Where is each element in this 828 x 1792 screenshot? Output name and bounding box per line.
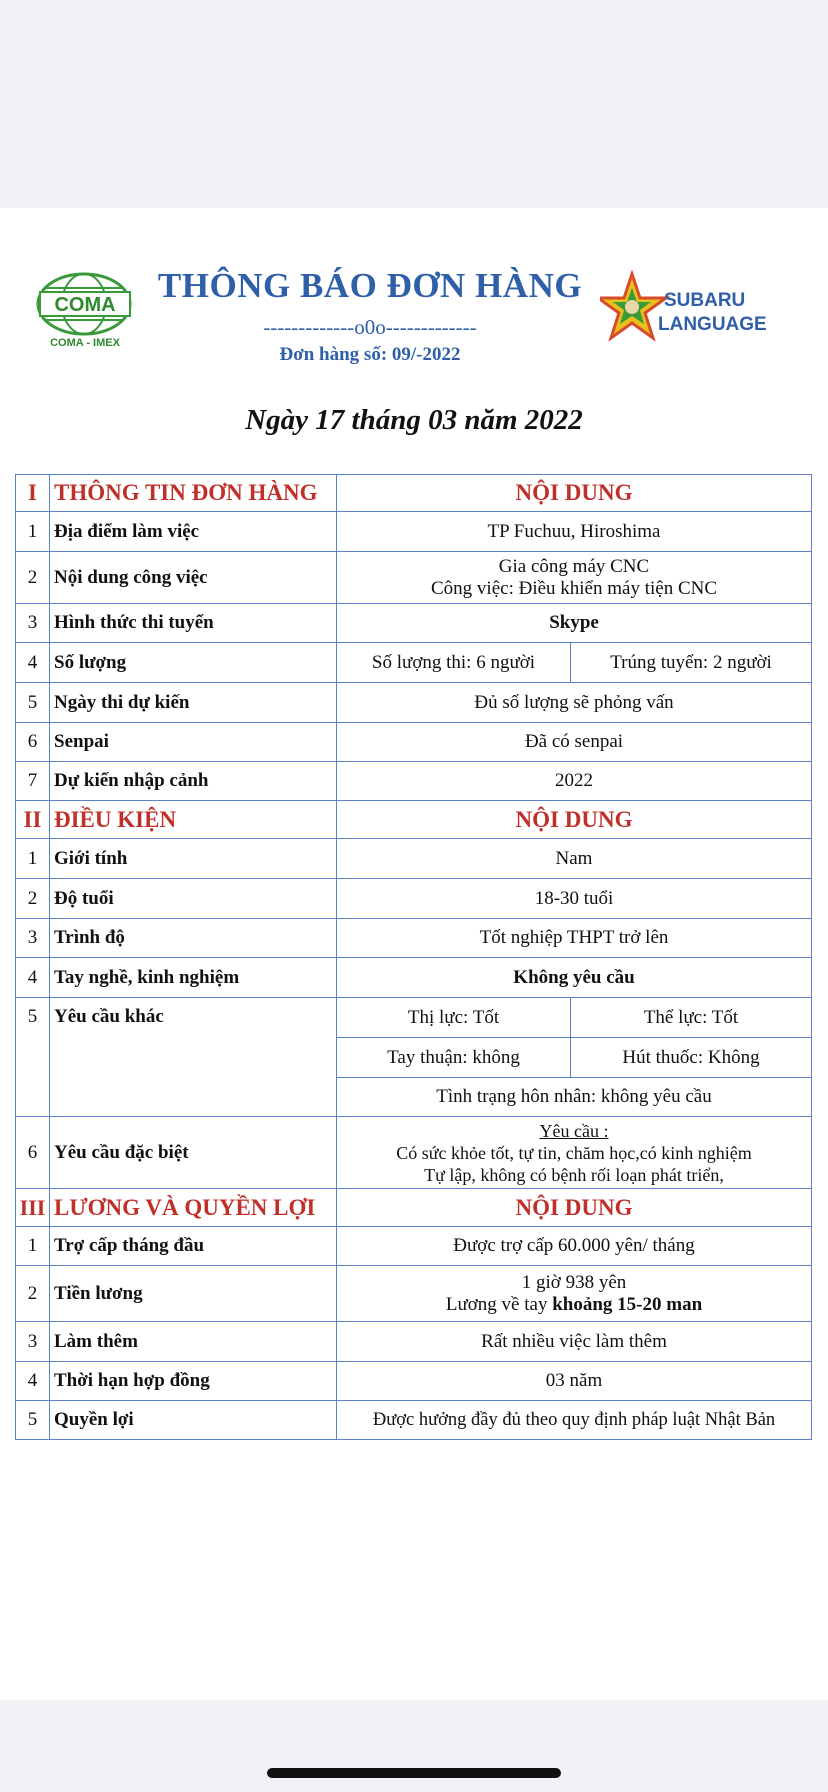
subaru-language-logo [600,270,770,356]
special-requirements [337,1117,812,1189]
table-row [16,1266,812,1322]
value-line: Gia công máy CNC [498,555,650,577]
row-number: 4 [16,1362,50,1401]
coma-logo-text: COMA [54,294,116,316]
smoking-value: Hút thuốc: Không [571,1038,812,1078]
handedness-value: Tay thuận: không [337,1038,571,1078]
row-value-left: Số lượng thi: 6 người [337,643,571,683]
table-row [16,1362,812,1401]
row-label: Dự kiến nhập cảnh [50,762,337,801]
subaru-logo-line1: SUBARU [664,290,746,311]
row-number: 4 [16,958,50,998]
table-row [16,1401,812,1440]
row-value: Không yêu cầu [337,958,812,998]
requirements-title: Yêu cầu : [539,1120,609,1141]
row-number: 5 [16,683,50,723]
row-number: 2 [16,1266,50,1322]
row-value: TP Fuchuu, Hiroshima [337,512,812,552]
row-label: Trợ cấp tháng đầu [50,1227,337,1266]
table-row [16,762,812,801]
row-label: Trình độ [50,919,337,958]
row-value-right: Trúng tuyển: 2 người [571,643,812,683]
row-label: Thời hạn hợp đồng [50,1362,337,1401]
row-number: 1 [16,839,50,879]
table-row [16,1227,812,1266]
subaru-logo-line2: LANGUAGE [658,314,767,335]
section-heading: THÔNG TIN ĐƠN HÀNG [50,475,337,512]
row-number: 2 [16,879,50,919]
row-label: Hình thức thi tuyển [50,604,337,643]
content-heading: NỘI DUNG [337,475,812,512]
row-value: 03 năm [337,1362,812,1401]
section-number: II [16,801,50,839]
value-line [341,1294,807,1316]
row-number: 6 [16,723,50,762]
table-row [16,1322,812,1362]
table-row [16,643,812,683]
row-value: Skype [337,604,812,643]
row-value: Tốt nghiệp THPT trở lên [337,919,812,958]
marital-status-value: Tình trạng hôn nhân: không yêu cầu [337,1078,812,1117]
row-label: Yêu cầu khác [50,998,337,1117]
requirements-line: Tự lập, không có bệnh rối loạn phát triển, [424,1164,724,1185]
section-heading: LƯƠNG VÀ QUYỀN LỢI [50,1189,337,1227]
table-row [16,552,812,604]
row-number: 3 [16,1322,50,1362]
document-title: THÔNG BÁO ĐƠN HÀNG [157,266,583,305]
table-row [16,512,812,552]
row-label: Tiền lương [50,1266,337,1322]
table-row [16,919,812,958]
row-number: 3 [16,919,50,958]
row-value: Đủ số lượng sẽ phỏng vấn [337,683,812,723]
content-heading: NỘI DUNG [337,1189,812,1227]
order-table [15,474,812,1440]
section-header-conditions [16,801,812,839]
row-number: 7 [16,762,50,801]
table-row [16,958,812,998]
row-label: Làm thêm [50,1322,337,1362]
section-number: I [16,475,50,512]
row-number: 6 [16,1117,50,1189]
row-number: 1 [16,1227,50,1266]
row-label: Số lượng [50,643,337,683]
row-label: Yêu cầu đặc biệt [50,1117,337,1189]
salary-prefix: Lương về tay [445,1293,553,1315]
table-row [16,683,812,723]
section-header-info [16,475,812,512]
order-number: Đơn hàng số: 09/-2022 [279,344,461,365]
row-number: 5 [16,998,50,1117]
value-line: Công việc: Điều khiển máy tiện CNC [431,577,718,599]
table-row [16,723,812,762]
fitness-value: Thể lực: Tốt [571,998,812,1038]
table-row [16,604,812,643]
eyesight-value: Thị lực: Tốt [337,998,571,1038]
row-value: Rất nhiều việc làm thêm [337,1322,812,1362]
salary-value [337,1266,812,1322]
section-header-salary [16,1189,812,1227]
title-divider: -------------o0o------------- [263,315,477,339]
table-row [16,879,812,919]
bottom-blank-area [0,1700,828,1792]
row-label: Độ tuổi [50,879,337,919]
row-label: Nội dung công việc [50,552,337,604]
top-blank-area [0,0,828,208]
row-value [337,552,812,604]
home-indicator[interactable] [267,1768,561,1778]
row-number: 1 [16,512,50,552]
row-value: 2022 [337,762,812,801]
row-value: Đã có senpai [337,723,812,762]
document-date: Ngày 17 tháng 03 năm 2022 [245,404,583,436]
row-label: Giới tính [50,839,337,879]
requirements-line: Có sức khỏe tốt, tự tin, chăm học,có kinh nghiệm [396,1142,752,1163]
row-label: Tay nghề, kinh nghiệm [50,958,337,998]
coma-logo-subtext: COMA - IMEX [50,337,120,349]
row-label: Senpai [50,723,337,762]
row-label: Quyền lợi [50,1401,337,1440]
row-value: Được hưởng đầy đủ theo quy định pháp luật Nhật Bản [337,1401,812,1440]
table-row [16,998,812,1038]
row-value: 18-30 tuổi [337,879,812,919]
row-label: Ngày thi dự kiến [50,683,337,723]
row-number: 3 [16,604,50,643]
row-value: Được trợ cấp 60.000 yên/ tháng [337,1227,812,1266]
content-heading: NỘI DUNG [337,801,812,839]
row-number: 2 [16,552,50,604]
row-value: Nam [337,839,812,879]
section-heading: ĐIỀU KIỆN [50,801,337,839]
row-number: 5 [16,1401,50,1440]
row-number: 4 [16,643,50,683]
section-number: III [16,1189,50,1227]
salary-amount: khoảng 15-20 man [552,1293,703,1315]
row-label: Địa điểm làm việc [50,512,337,552]
table-row [16,839,812,879]
coma-logo [22,268,152,352]
value-line: 1 giờ 938 yên [521,1271,627,1293]
table-row [16,1117,812,1189]
